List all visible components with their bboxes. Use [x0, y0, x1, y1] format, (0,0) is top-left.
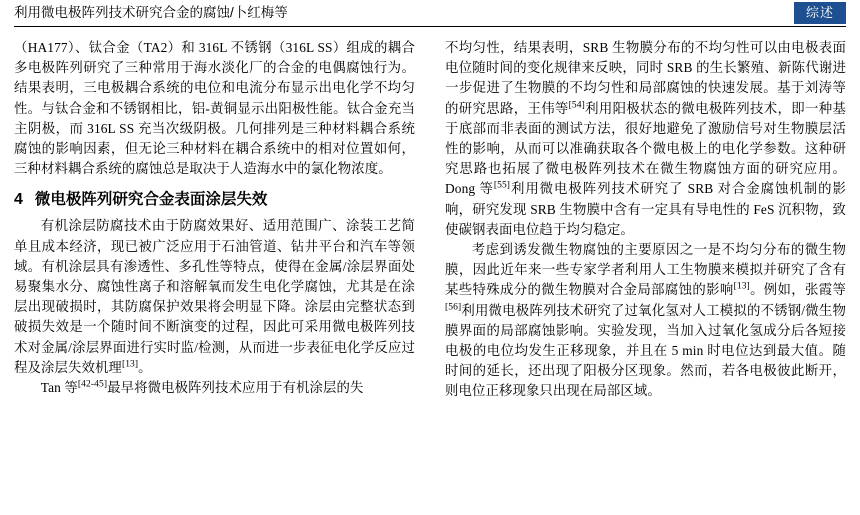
right-paragraph-1: [445, 38, 846, 240]
section-number: 4: [14, 191, 23, 209]
right-paragraph-1-text: 不均匀性，结果表明，SRB 生物膜分布的不均匀性可以由电极表面电位随时间的变化规律来反映，同时 SRB 的生长繁殖、新陈代谢进一步促进了生物膜的不均匀性和局部腐蚀的快速发展。基于刘涛等的研究思路，王伟等: [445, 40, 846, 116]
right-paragraph-1-rest: 利用阳极状态的微电极阵列技术，即一种基于底部而非表面的测试方法，很好地避免了激励信号对生物膜层活性的影响，从而可以准确获取各个微电极上的电化学参数。这种研究思路也拓展了微电极阵列技术在微生物腐蚀方面的研究应用。Dong 等: [445, 100, 846, 197]
article-type-badge: 综述: [794, 2, 846, 24]
citation-ref-42-45: [42-45]: [77, 379, 108, 390]
left-paragraph-3-lead: Tan 等: [40, 380, 78, 396]
citation-ref-13: [13]: [121, 359, 139, 370]
right-paragraph-2-text: 考虑到诱发微生物腐蚀的主要原因之一是不均匀分布的微生物膜，因此近年来一些专家学者利用人工生物膜来模拟并研究了含有某些特殊成分的微生物膜对合金局部腐蚀的影响: [445, 242, 846, 298]
two-column-body: [0, 30, 860, 402]
left-paragraph-2-text: 有机涂层防腐技术由于防腐效果好、适用范围广、涂装工艺简单且成本经济，现已被广泛应用于石油管道、钻井平台和汽车等领域。有机涂层具有渗透性、多孔性等特点，使得在金属/涂层界面处易聚集水分、腐蚀性离子和溶解氧而发生电化学腐蚀，尤其是在涂层出现破损时，其防腐保护效果将会明显下降。涂层由完整状态到破损失效是一个随时间不断演变的过程，因此可采用微电极阵列技术对金属/涂层界面进行实时监/检测，从而进一步表征电化学反应过程及涂层失效机理: [14, 218, 415, 375]
running-title: 利用微电极阵列技术研究合金的腐蚀/卜红梅等: [14, 5, 288, 20]
left-paragraph-3: [14, 378, 415, 398]
left-column: [14, 38, 415, 402]
right-paragraph-2-rest: 利用微电极阵列技术研究了过氧化氢对人工模拟的不锈钢/微生物膜界面的局部腐蚀影响。实验发现，当加入过氧化氢成分后各短接电极的电位均发生正移现象，并且在 5 min 时电位达到最大值。随时间的延长，还出现了阳极分区现象。然而，若各电极彼此断开，则电位正移现象只出现在局部区域。: [445, 302, 846, 399]
citation-ref-56: [56]: [445, 302, 462, 313]
section-heading: [14, 188, 415, 212]
left-paragraph-2: [14, 216, 415, 378]
left-paragraph-1: （HA177）、钛合金（TA2）和 316L 不锈钢（316L SS）组成的耦合多电极阵列研究了三种常用于海水淡化厂的合金的电偶腐蚀行为。结果表明，三电极耦合系统的电位和电流分布显示出电化学不均匀性。与钛合金和不锈钢相比，铝-黄铜显示出阳极性能。钛合金充当主阴极，而 316L SS 充当次级阴极。几何排列是三种材料耦合系统腐蚀的影响因素，但无论三种材料在耦合系统中的相对位置如何，三种材料耦合系统的腐蚀总是取决于人造海水中的氯化物浓度。: [14, 40, 415, 177]
right-paragraph-1-rest2: 利用微电极阵列技术研究了 SRB 对合金腐蚀机制的影响，研究发现 SRB 生物膜中含有一定具有导电性的 FeS 沉积物，致使碳钢表面电位趋于均匀稳定。: [445, 181, 846, 237]
right-paragraph-2: [445, 240, 846, 402]
citation-ref-55: [55]: [493, 180, 511, 191]
right-paragraph-2-mid: 。例如，张霞等: [749, 282, 847, 298]
left-paragraph-2-end: 。: [138, 359, 152, 375]
page-header: [0, 0, 860, 30]
right-column: [445, 38, 846, 402]
header-divider: [14, 26, 846, 27]
citation-ref-54: [54]: [568, 100, 585, 111]
citation-ref-13-right: [13]: [733, 281, 750, 292]
section-title: 微电极阵列研究合金表面涂层失效: [34, 191, 268, 209]
left-paragraph-3-rest: 最早将微电极阵列技术应用于有机涂层的失: [107, 380, 364, 396]
